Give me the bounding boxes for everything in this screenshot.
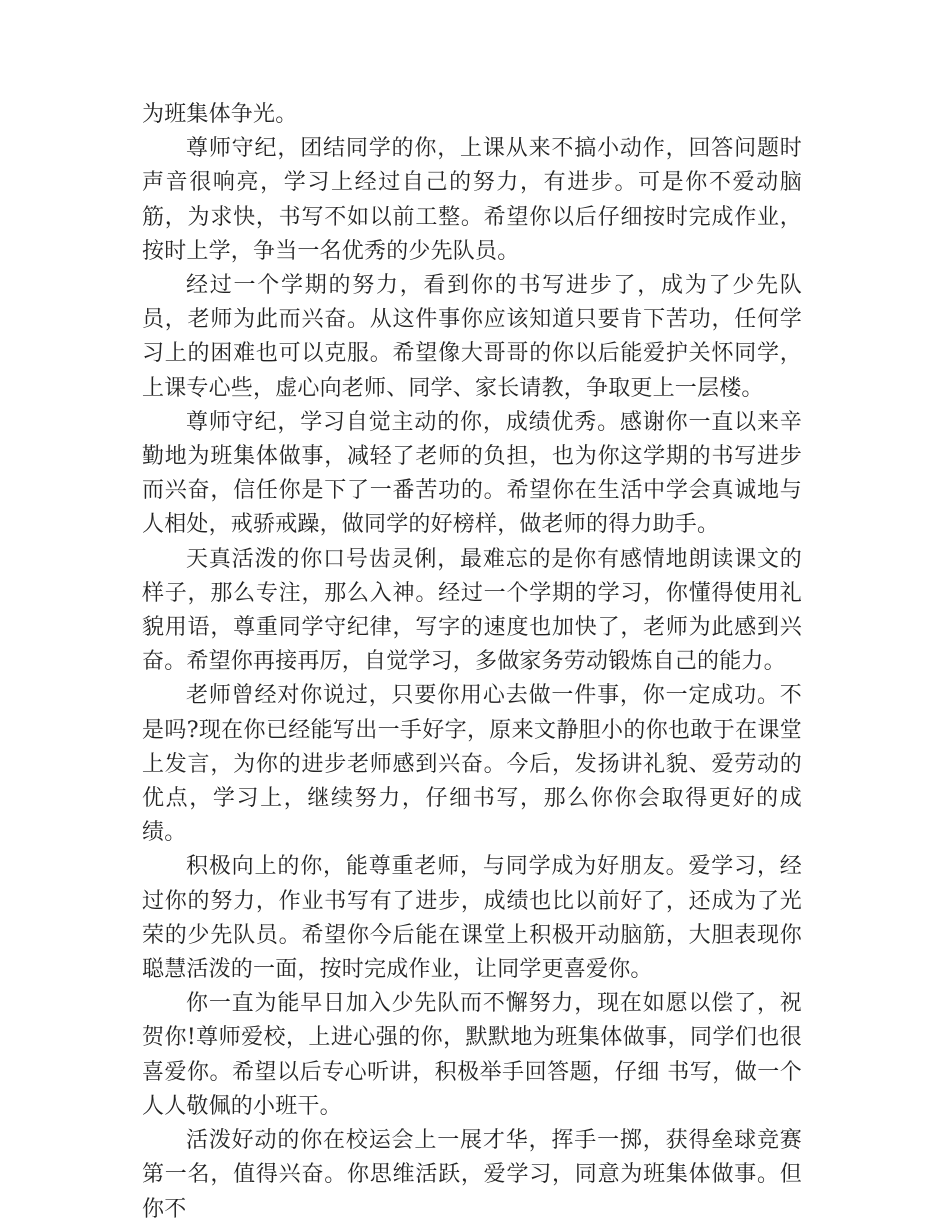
paragraph-comment-8: 活泼好动的你在校运会上一展才华，挥手一掷，获得垒球竞赛第一名，值得兴奋。你思维活跃，爱学习，同意为班集体做事。但你不 — [142, 1128, 802, 1222]
paragraph-continuation: 为班集体争光。 — [142, 102, 298, 127]
paragraph-comment-3: 尊师守纪，学习自觉主动的你，成绩优秀。感谢你一直以来辛勤地为班集体做事，减轻了老师的负担，也为你这学期的书写进步而兴奋，信任你是下了一番苦功的。希望你在生活中学会真诚地与人相处，戒骄戒躁，做同学的好榜样，做老师的得力助手。 — [142, 409, 802, 538]
paragraph-comment-7: 你一直为能早日加入少先队而不懈努力，现在如愿以偿了，祝贺你!尊师爱校，上进心强的你，默默地为班集体做事，同学们也很喜爱你。希望以后专心听讲，积极举手回答题，仔细 书写，做一个人人敬佩的小班干。 — [142, 991, 802, 1119]
paragraph-comment-4: 天真活泼的你口号齿灵俐，最难忘的是你有感情地朗读课文的样子，那么专注，那么入神。经过一个学期的学习，你懂得使用礼貌用语，尊重同学守纪律，写字的速度也加快了，老师为此感到兴奋。希望你再接再厉，自觉学习，多做家务劳动锻炼自己的能力。 — [142, 546, 802, 675]
paragraph-comment-2: 经过一个学期的努力，看到你的书写进步了，成为了少先队员，老师为此而兴奋。从这件事你应该知道只要肯下苦功，任何学习上的困难也可以克服。希望像大哥哥的你以后能爱护关怀同学，上课专心些，虚心向老师、同学、家长请教，争取更上一层楼。 — [142, 273, 802, 401]
paragraph-comment-6: 积极向上的你，能尊重老师，与同学成为好朋友。爱学习，经过你的努力，作业书写有了进步，成绩也比以前好了，还成为了光荣的少先队员。希望你今后能在课堂上积极开动脑筋，大胆表现你聪慧活泼的一面，按时完成作业，让同学更喜爱你。 — [142, 854, 802, 983]
paragraph-comment-5: 老师曾经对你说过，只要你用心去做一件事，你一定成功。不是吗?现在你已经能写出一手好字，原来文静胆小的你也敢于在课堂上发言，为你的进步老师感到兴奋。今后，发扬讲礼貌、爱劳动的优点，学习上，继续努力，仔细书写，那么你你会取得更好的成绩。 — [142, 683, 802, 846]
paragraph-comment-1: 尊师守纪，团结同学的你，上课从来不搞小动作，回答问题时声音很响亮，学习上经过自己的努力，有进步。可是你不爱动脑筋，为求快，书写不如以前工整。希望你以后仔细按时完成作业，按时上学，争当一名优秀的少先队员。 — [142, 136, 802, 264]
document-body — [142, 98, 802, 1227]
